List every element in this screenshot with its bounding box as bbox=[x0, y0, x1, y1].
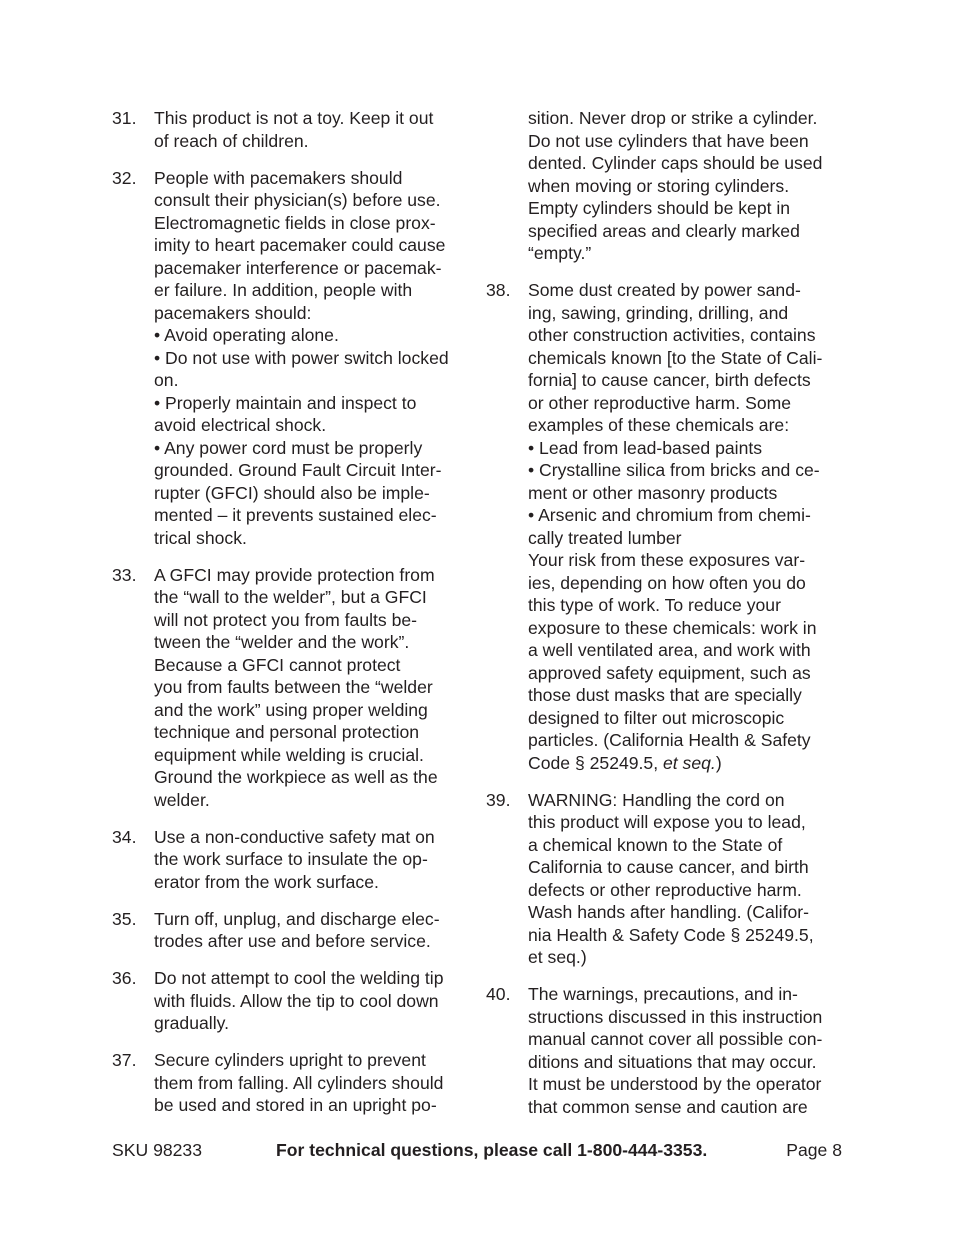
item-text-line: be used and stored in an upright po- bbox=[154, 1095, 437, 1115]
item-number: 38. bbox=[486, 280, 511, 300]
item-text-line: structions discussed in this instruction bbox=[528, 1006, 823, 1027]
item-text-line: California to cause cancer, and birth bbox=[528, 857, 809, 877]
item-text-line: defects or other reproductive harm. bbox=[528, 879, 802, 900]
item-text-line: It must be understood by the operator bbox=[528, 1074, 822, 1094]
list-item bbox=[486, 789, 848, 969]
item-text-line: • Arsenic and chromium from chemi- bbox=[528, 505, 811, 525]
item-text-line bbox=[528, 752, 848, 775]
item-text-line: ment or other masonry products bbox=[528, 482, 778, 503]
item-text-line: WARNING: Handling the cord on bbox=[528, 789, 785, 810]
item-text-line: Ground the workpiece as well as the bbox=[154, 767, 438, 787]
list-item bbox=[112, 107, 472, 152]
item-text-line: equipment while welding is crucial. bbox=[154, 744, 424, 765]
list-item bbox=[112, 1049, 472, 1117]
item-number: 36. bbox=[112, 968, 137, 988]
item-text-line: • Properly maintain and inspect to bbox=[154, 392, 417, 413]
item-text-line: specified areas and clearly marked bbox=[528, 220, 800, 241]
item-number: 34. bbox=[112, 826, 137, 847]
item-text-line: grounded. Ground Fault Circuit Inter- bbox=[154, 460, 442, 480]
item-text-line: et seq.) bbox=[528, 947, 587, 967]
citation-prefix: Code § 25249.5, bbox=[528, 752, 663, 773]
item-body bbox=[154, 167, 472, 550]
item-text-line: A GFCI may provide protection from bbox=[154, 564, 435, 585]
item-text-line: imity to heart pacemaker could cause bbox=[154, 235, 446, 255]
item-number: 40. bbox=[486, 984, 511, 1004]
item-body bbox=[528, 279, 848, 774]
item-text-line: Your risk from these exposures var- bbox=[528, 550, 806, 570]
item-text-line: other construction activities, contains bbox=[528, 325, 816, 345]
item-text-line: trical shock. bbox=[154, 527, 247, 548]
list-item bbox=[112, 826, 472, 894]
item-text-line: trodes after use and before service. bbox=[154, 931, 431, 951]
item-text-line: er failure. In addition, people with bbox=[154, 280, 413, 300]
item-text-line: • Avoid operating alone. bbox=[154, 325, 339, 345]
right-column bbox=[486, 107, 848, 1133]
item-text-line: pacemaker interference or pacemak- bbox=[154, 257, 442, 278]
item-number: 35. bbox=[112, 908, 137, 929]
left-column bbox=[112, 107, 472, 1131]
item-text-line: • Crystalline silica from bricks and ce- bbox=[528, 460, 820, 480]
item-text-line: dented. Cylinder caps should be used bbox=[528, 153, 823, 173]
item-text-line: will not protect you from faults be- bbox=[154, 609, 418, 630]
item-text-line: pacemakers should: bbox=[154, 302, 312, 323]
item-body bbox=[154, 908, 472, 953]
item-text-line: gradually. bbox=[154, 1013, 229, 1033]
item-text-line: ing, sawing, grinding, drilling, and bbox=[528, 302, 789, 323]
item-text-line: nia Health & Safety Code § 25249.5, bbox=[528, 924, 814, 945]
item-text-line: People with pacemakers should bbox=[154, 167, 403, 188]
item-body bbox=[154, 967, 472, 1035]
item-text-line: when moving or storing cylinders. bbox=[528, 175, 790, 196]
list-item bbox=[486, 279, 848, 774]
item-text-line: the work surface to insulate the op- bbox=[154, 849, 428, 869]
item-text-line: examples of these chemicals are: bbox=[528, 415, 790, 435]
item-text-line: them from falling. All cylinders should bbox=[154, 1072, 444, 1093]
item-text-line: consult their physician(s) before use. bbox=[154, 190, 441, 210]
item-body bbox=[154, 1049, 472, 1117]
item-text-line: tween the “welder and the work”. bbox=[154, 632, 410, 652]
item-text-line: rupter (GFCI) should also be imple- bbox=[154, 482, 430, 503]
continued-item-text bbox=[486, 107, 848, 265]
item-text-line: Do not attempt to cool the welding tip bbox=[154, 968, 444, 988]
item-text-line: on. bbox=[154, 370, 179, 390]
item-body bbox=[528, 107, 848, 265]
citation-suffix: ) bbox=[715, 752, 722, 773]
item-text-line: “empty.” bbox=[528, 243, 592, 263]
item-text-line: or other reproductive harm. Some bbox=[528, 392, 792, 413]
item-text-line: Electromagnetic fields in close prox- bbox=[154, 212, 436, 233]
item-text-line: fornia] to cause cancer, birth defects bbox=[528, 370, 811, 390]
footer-page-number: Page 8 bbox=[786, 1140, 842, 1160]
item-text-line: of reach of children. bbox=[154, 130, 309, 151]
item-body bbox=[528, 789, 848, 969]
item-text-line: mented – it prevents sustained elec- bbox=[154, 505, 437, 525]
item-text-line: Secure cylinders upright to prevent bbox=[154, 1050, 426, 1070]
item-text-line: those dust masks that are specially bbox=[528, 685, 802, 705]
item-text-line: welder. bbox=[154, 789, 210, 810]
item-text-line: this product will expose you to lead, bbox=[528, 812, 806, 832]
item-body bbox=[154, 826, 472, 894]
item-text-line: designed to filter out microscopic bbox=[528, 707, 785, 728]
item-text-line: sition. Never drop or strike a cylinder. bbox=[528, 108, 818, 128]
item-text-line: Turn off, unplug, and discharge elec- bbox=[154, 908, 440, 929]
list-item bbox=[486, 983, 848, 1118]
item-text-line: This product is not a toy. Keep it out bbox=[154, 108, 434, 128]
list-item bbox=[112, 564, 472, 812]
item-text-line: • Lead from lead-based paints bbox=[528, 437, 763, 458]
item-number: 33. bbox=[112, 564, 137, 585]
item-text-line: approved safety equipment, such as bbox=[528, 662, 811, 683]
item-text-line: a chemical known to the State of bbox=[528, 834, 783, 855]
item-text-line: chemicals known [to the State of Cali- bbox=[528, 347, 823, 368]
list-item bbox=[112, 167, 472, 550]
item-text-line: Empty cylinders should be kept in bbox=[528, 198, 791, 218]
item-text-line: technique and personal protection bbox=[154, 722, 420, 742]
item-text-line: ies, depending on how often you do bbox=[528, 572, 806, 593]
item-text-line: the “wall to the welder”, but a GFCI bbox=[154, 587, 427, 607]
item-text-line: erator from the work surface. bbox=[154, 871, 379, 892]
item-text-line: exposure to these chemicals: work in bbox=[528, 617, 817, 638]
list-item bbox=[112, 908, 472, 953]
item-number: 37. bbox=[112, 1050, 137, 1070]
item-text-line: • Do not use with power switch locked bbox=[154, 347, 449, 368]
item-text-line: Do not use cylinders that have been bbox=[528, 130, 809, 151]
item-text-line: particles. (California Health & Safety bbox=[528, 730, 811, 750]
item-number: 32. bbox=[112, 167, 137, 188]
item-text-line: Use a non-conductive safety mat on bbox=[154, 826, 435, 847]
item-text-line: this type of work. To reduce your bbox=[528, 595, 781, 615]
item-text-line: Some dust created by power sand- bbox=[528, 280, 801, 300]
item-text-line: avoid electrical shock. bbox=[154, 415, 327, 435]
item-body bbox=[528, 983, 848, 1118]
item-number: 31. bbox=[112, 108, 137, 128]
item-text-line: that common sense and caution are bbox=[528, 1096, 808, 1117]
item-text-line: • Any power cord must be properly bbox=[154, 437, 423, 458]
citation-italic: et seq. bbox=[663, 752, 716, 773]
item-number: 39. bbox=[486, 789, 511, 810]
item-text-line: ditions and situations that may occur. bbox=[528, 1051, 817, 1072]
item-body bbox=[154, 564, 472, 812]
item-text-line: with fluids. Allow the tip to cool down bbox=[154, 990, 439, 1011]
footer-technical-questions: For technical questions, please call 1-800-444-3353. bbox=[276, 1140, 708, 1160]
list-item bbox=[112, 967, 472, 1035]
item-text-line: you from faults between the “welder bbox=[154, 677, 433, 697]
item-text-line: Because a GFCI cannot protect bbox=[154, 654, 401, 675]
item-text-line: The warnings, precautions, and in- bbox=[528, 984, 798, 1004]
item-text-line: manual cannot cover all possible con- bbox=[528, 1029, 823, 1049]
item-text-line: cally treated lumber bbox=[528, 527, 682, 548]
footer-sku: SKU 98233 bbox=[112, 1140, 202, 1160]
item-body bbox=[154, 107, 472, 152]
item-text-line: and the work” using proper welding bbox=[154, 699, 428, 720]
item-text-line: Wash hands after handling. (Califor- bbox=[528, 902, 809, 922]
item-text-line: a well ventilated area, and work with bbox=[528, 640, 811, 660]
